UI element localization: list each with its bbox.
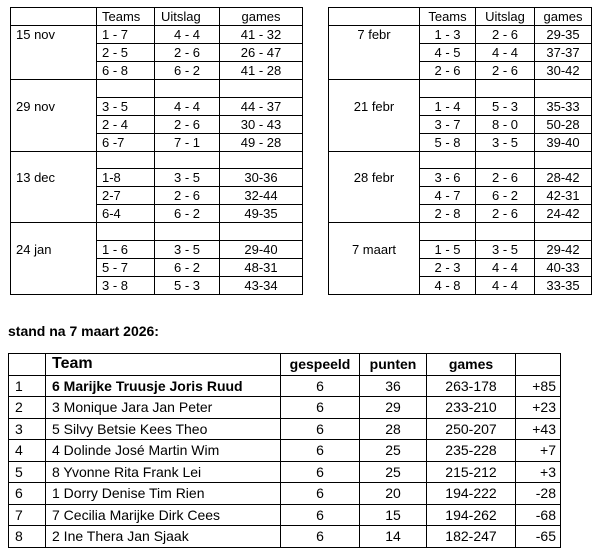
rank: 4 bbox=[9, 440, 46, 462]
match-row bbox=[329, 240, 592, 258]
games-header: games bbox=[427, 354, 516, 376]
match-result: 5 - 3 bbox=[476, 97, 535, 115]
team-name: 3 Monique Jara Jan Peter bbox=[46, 397, 281, 419]
match-games: 41 - 28 bbox=[220, 62, 303, 80]
teams-header: Teams bbox=[420, 8, 476, 26]
goal-diff: -65 bbox=[516, 526, 561, 548]
match-row bbox=[329, 97, 592, 115]
round-date: 13 dec bbox=[11, 169, 97, 187]
match-row bbox=[11, 169, 303, 187]
standings-row bbox=[9, 375, 561, 397]
played: 6 bbox=[281, 504, 360, 526]
punten-header: punten bbox=[360, 354, 427, 376]
match-row bbox=[11, 62, 303, 80]
schedule-header-row bbox=[329, 8, 592, 26]
uitslag-header: Uitslag bbox=[476, 8, 535, 26]
played: 6 bbox=[281, 418, 360, 440]
match-games: 49-35 bbox=[220, 205, 303, 223]
match-teams: 2 - 8 bbox=[420, 205, 476, 223]
match-games: 50-28 bbox=[535, 115, 592, 133]
points: 36 bbox=[360, 375, 427, 397]
match-row bbox=[329, 258, 592, 276]
spacer-row bbox=[11, 223, 303, 241]
match-teams: 1-8 bbox=[97, 169, 155, 187]
played: 6 bbox=[281, 397, 360, 419]
match-row bbox=[329, 169, 592, 187]
games: 182-247 bbox=[427, 526, 516, 548]
games: 194-222 bbox=[427, 483, 516, 505]
gespeeld-header: gespeeld bbox=[281, 354, 360, 376]
standings-title: stand na 7 maart 2026: bbox=[8, 323, 159, 339]
match-result: 5 - 3 bbox=[155, 276, 220, 294]
standings-header-row bbox=[9, 354, 561, 376]
match-games: 30-36 bbox=[220, 169, 303, 187]
match-teams: 1 - 4 bbox=[420, 97, 476, 115]
match-result: 2 - 6 bbox=[155, 44, 220, 62]
team-name: 1 Dorry Denise Tim Rien bbox=[46, 483, 281, 505]
match-teams: 2-7 bbox=[97, 187, 155, 205]
played: 6 bbox=[281, 375, 360, 397]
match-games: 29-35 bbox=[535, 26, 592, 44]
round-date: 7 maart bbox=[329, 240, 420, 258]
standings-row bbox=[9, 504, 561, 526]
team-name: 8 Yvonne Rita Frank Lei bbox=[46, 461, 281, 483]
match-result: 2 - 6 bbox=[476, 26, 535, 44]
team-name: 4 Dolinde José Martin Wim bbox=[46, 440, 281, 462]
match-result: 2 - 6 bbox=[476, 169, 535, 187]
played: 6 bbox=[281, 461, 360, 483]
match-row bbox=[329, 44, 592, 62]
points: 20 bbox=[360, 483, 427, 505]
round-date: 24 jan bbox=[11, 240, 97, 258]
match-result: 6 - 2 bbox=[155, 62, 220, 80]
match-result: 3 - 5 bbox=[155, 240, 220, 258]
match-games: 40-33 bbox=[535, 258, 592, 276]
match-games: 26 - 47 bbox=[220, 44, 303, 62]
match-row bbox=[329, 276, 592, 294]
points: 15 bbox=[360, 504, 427, 526]
match-teams: 6 -7 bbox=[97, 133, 155, 151]
match-result: 4 - 4 bbox=[155, 26, 220, 44]
match-result: 7 - 1 bbox=[155, 133, 220, 151]
team-header: Team bbox=[46, 354, 281, 376]
match-teams: 1 - 6 bbox=[97, 240, 155, 258]
points: 28 bbox=[360, 418, 427, 440]
games: 233-210 bbox=[427, 397, 516, 419]
games: 235-228 bbox=[427, 440, 516, 462]
rank: 8 bbox=[9, 526, 46, 548]
match-row bbox=[11, 240, 303, 258]
match-row bbox=[329, 115, 592, 133]
uitslag-header: Uitslag bbox=[155, 8, 220, 26]
match-teams: 1 - 5 bbox=[420, 240, 476, 258]
points: 14 bbox=[360, 526, 427, 548]
match-row bbox=[11, 44, 303, 62]
match-result: 4 - 4 bbox=[476, 44, 535, 62]
match-games: 28-42 bbox=[535, 169, 592, 187]
match-result: 4 - 4 bbox=[476, 258, 535, 276]
spacer-row bbox=[329, 151, 592, 169]
match-row bbox=[329, 26, 592, 44]
match-result: 2 - 6 bbox=[476, 205, 535, 223]
diff-header bbox=[516, 354, 561, 376]
round-date: 28 febr bbox=[329, 169, 420, 187]
rank: 7 bbox=[9, 504, 46, 526]
match-row bbox=[329, 187, 592, 205]
match-games: 37-37 bbox=[535, 44, 592, 62]
played: 6 bbox=[281, 483, 360, 505]
played: 6 bbox=[281, 526, 360, 548]
match-row bbox=[11, 133, 303, 151]
match-games: 43-34 bbox=[220, 276, 303, 294]
match-games: 29-42 bbox=[535, 240, 592, 258]
standings-row bbox=[9, 483, 561, 505]
match-result: 2 - 6 bbox=[476, 62, 535, 80]
date-header bbox=[329, 8, 420, 26]
match-games: 41 - 32 bbox=[220, 26, 303, 44]
match-teams: 2 - 3 bbox=[420, 258, 476, 276]
rank: 5 bbox=[9, 461, 46, 483]
standings-table bbox=[8, 353, 561, 548]
match-result: 2 - 6 bbox=[155, 187, 220, 205]
spacer-row bbox=[11, 80, 303, 98]
match-row bbox=[329, 62, 592, 80]
standings-row bbox=[9, 418, 561, 440]
goal-diff: +23 bbox=[516, 397, 561, 419]
date-header bbox=[11, 8, 97, 26]
round-date: 21 febr bbox=[329, 97, 420, 115]
match-teams: 4 - 5 bbox=[420, 44, 476, 62]
match-games: 30 - 43 bbox=[220, 115, 303, 133]
match-teams: 1 - 7 bbox=[97, 26, 155, 44]
games: 263-178 bbox=[427, 375, 516, 397]
match-teams: 6 - 8 bbox=[97, 62, 155, 80]
teams-header: Teams bbox=[97, 8, 155, 26]
goal-diff: -68 bbox=[516, 504, 561, 526]
match-row bbox=[329, 133, 592, 151]
team-name: 2 Ine Thera Jan Sjaak bbox=[46, 526, 281, 548]
match-teams: 3 - 7 bbox=[420, 115, 476, 133]
match-teams: 4 - 7 bbox=[420, 187, 476, 205]
match-result: 8 - 0 bbox=[476, 115, 535, 133]
match-row bbox=[11, 115, 303, 133]
games-header: games bbox=[220, 8, 303, 26]
games-header: games bbox=[535, 8, 592, 26]
match-games: 42-31 bbox=[535, 187, 592, 205]
match-row bbox=[11, 205, 303, 223]
match-result: 6 - 2 bbox=[155, 205, 220, 223]
match-result: 2 - 6 bbox=[155, 115, 220, 133]
match-teams: 6-4 bbox=[97, 205, 155, 223]
goal-diff: +43 bbox=[516, 418, 561, 440]
match-games: 48-31 bbox=[220, 258, 303, 276]
points: 25 bbox=[360, 461, 427, 483]
schedule-header-row bbox=[11, 8, 303, 26]
match-games: 24-42 bbox=[535, 205, 592, 223]
match-result: 6 - 2 bbox=[476, 187, 535, 205]
match-games: 35-33 bbox=[535, 97, 592, 115]
rank: 3 bbox=[9, 418, 46, 440]
match-result: 4 - 4 bbox=[476, 276, 535, 294]
spacer-row bbox=[329, 80, 592, 98]
match-teams: 1 - 3 bbox=[420, 26, 476, 44]
round-date: 29 nov bbox=[11, 97, 97, 115]
team-name: 6 Marijke Truusje Joris Ruud bbox=[46, 375, 281, 397]
match-teams: 2 - 4 bbox=[97, 115, 155, 133]
spacer-row bbox=[329, 223, 592, 241]
match-teams: 3 - 6 bbox=[420, 169, 476, 187]
standings-row bbox=[9, 397, 561, 419]
goal-diff: +7 bbox=[516, 440, 561, 462]
match-row bbox=[11, 187, 303, 205]
match-row bbox=[11, 258, 303, 276]
standings-row bbox=[9, 440, 561, 462]
points: 29 bbox=[360, 397, 427, 419]
match-teams: 3 - 5 bbox=[97, 97, 155, 115]
match-teams: 5 - 8 bbox=[420, 133, 476, 151]
schedule-table-right bbox=[328, 7, 592, 295]
standings-row bbox=[9, 526, 561, 548]
match-games: 49 - 28 bbox=[220, 133, 303, 151]
standings-row bbox=[9, 461, 561, 483]
played: 6 bbox=[281, 440, 360, 462]
goal-diff: +85 bbox=[516, 375, 561, 397]
match-row bbox=[11, 97, 303, 115]
match-games: 39-40 bbox=[535, 133, 592, 151]
goal-diff: -28 bbox=[516, 483, 561, 505]
rank: 6 bbox=[9, 483, 46, 505]
match-row bbox=[329, 205, 592, 223]
games: 194-262 bbox=[427, 504, 516, 526]
match-teams: 2 - 5 bbox=[97, 44, 155, 62]
match-teams: 5 - 7 bbox=[97, 258, 155, 276]
rank-header bbox=[9, 354, 46, 376]
goal-diff: +3 bbox=[516, 461, 561, 483]
match-result: 3 - 5 bbox=[155, 169, 220, 187]
match-games: 32-44 bbox=[220, 187, 303, 205]
match-games: 44 - 37 bbox=[220, 97, 303, 115]
match-games: 29-40 bbox=[220, 240, 303, 258]
match-teams: 3 - 8 bbox=[97, 276, 155, 294]
round-date: 15 nov bbox=[11, 26, 97, 44]
team-name: 7 Cecilia Marijke Dirk Cees bbox=[46, 504, 281, 526]
match-row bbox=[11, 276, 303, 294]
match-teams: 2 - 6 bbox=[420, 62, 476, 80]
points: 25 bbox=[360, 440, 427, 462]
rank: 1 bbox=[9, 375, 46, 397]
schedule-table-left bbox=[10, 7, 303, 295]
match-teams: 4 - 8 bbox=[420, 276, 476, 294]
games: 250-207 bbox=[427, 418, 516, 440]
match-result: 3 - 5 bbox=[476, 240, 535, 258]
match-result: 3 - 5 bbox=[476, 133, 535, 151]
match-row bbox=[11, 26, 303, 44]
spacer-row bbox=[11, 151, 303, 169]
round-date: 7 febr bbox=[329, 26, 420, 44]
match-games: 30-42 bbox=[535, 62, 592, 80]
match-result: 6 - 2 bbox=[155, 258, 220, 276]
rank: 2 bbox=[9, 397, 46, 419]
match-games: 33-35 bbox=[535, 276, 592, 294]
team-name: 5 Silvy Betsie Kees Theo bbox=[46, 418, 281, 440]
match-result: 4 - 4 bbox=[155, 97, 220, 115]
games: 215-212 bbox=[427, 461, 516, 483]
